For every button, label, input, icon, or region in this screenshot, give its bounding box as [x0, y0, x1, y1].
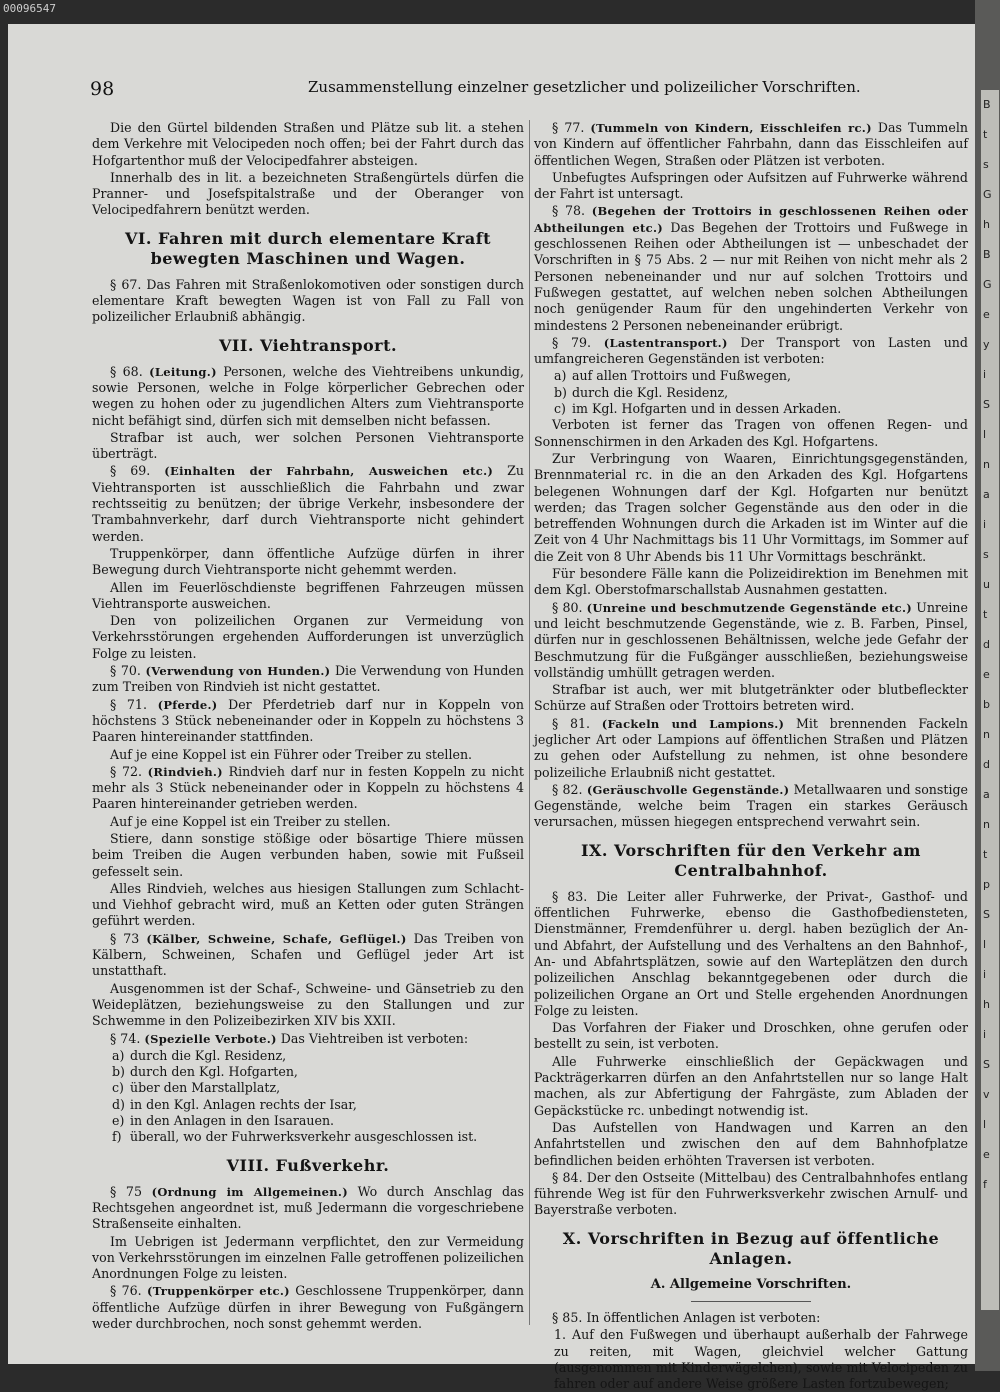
section-number: § 82.: [552, 781, 583, 797]
edge-letter: s: [983, 548, 989, 561]
section-keyword: (Rindvieh.): [147, 764, 223, 779]
paragraph-text: Der Pferdetrieb darf nur in Koppeln von höchstens 3 Stück nebeneinander oder in Koppeln zu höchstens 3 Paaren hintereinander stattfinden.: [92, 696, 524, 745]
page-number: 98: [90, 78, 115, 100]
paragraph-text: Das Viehtreiben ist verboten:: [280, 1030, 469, 1046]
edge-letter: y: [983, 338, 990, 351]
list-text: überall, wo der Fuhrwerksverkehr ausgeschlossen ist.: [130, 1129, 478, 1145]
paragraph: [534, 120, 968, 169]
section-number: § 77.: [552, 120, 585, 135]
edge-letter: h: [983, 218, 990, 231]
edge-letter: S: [983, 398, 990, 411]
list-marker: e): [112, 1113, 125, 1129]
paragraph: Das Vorfahren der Fiaker und Droschken, ohne gerufen oder bestellt zu sein, ist verboten.: [534, 1020, 968, 1052]
paragraph: Strafbar ist auch, wer mit blutgetränkter oder blutbefleckter Schürze auf Straßen oder Trottoirs betreten wird.: [534, 682, 968, 714]
edge-letter: f: [983, 1178, 987, 1191]
paragraph: [534, 716, 968, 781]
edge-letter: G: [983, 188, 992, 201]
paragraph-text: Zu Viehtransporten ist ausschließlich die Fahrbahn und zwar rechtsseitig zu benützen; der übrige Verkehr, insbesondere der Trambahnverkehr, darf durch Viehtransporte nicht gehindert werden.: [92, 463, 524, 544]
edge-letter: t: [983, 848, 988, 861]
edge-letter: t: [983, 128, 988, 141]
list-text: Auf den Fußwegen und überhaupt außerhalb der Fahrwege zu reiten, mit Wagen, gleichviel welcher Gattung (ausgenommen mit Kinderwägelchen), sowie mit Velocipeden zu fahren oder auf andere Weise größere Lasten fortzubewegen;: [554, 1327, 968, 1392]
list-marker: b): [554, 384, 567, 400]
list-item: [554, 368, 968, 384]
edge-letter: l: [983, 938, 987, 951]
paragraph: Für besondere Fälle kann die Polizeidirektion im Benehmen mit dem Kgl. Oberstofmarschallstab Ausnahmen gestatten.: [534, 566, 968, 598]
list-text: in den Anlagen in den Isarauen.: [130, 1113, 335, 1129]
facing-page-strip: [981, 90, 999, 1310]
edge-letter: a: [983, 488, 990, 501]
paragraph-text: Das Treiben von Kälbern, Schweinen, Schafen und Geflügel jeder Art ist unstatthaft.: [92, 930, 524, 979]
paragraph: [92, 463, 524, 544]
edge-letter: l: [983, 1118, 987, 1131]
edge-letter: i: [983, 368, 987, 381]
paragraph-text: Der Transport von Lasten und umfangreicheren Gegenständen ist verboten:: [534, 334, 968, 367]
edge-letter: a: [983, 788, 990, 801]
paragraph: § 67. Das Fahren mit Straßenlokomotiven oder sonstigen durch elementare Kraft bewegten Wagen ist von Fall zu Fall von polizeilicher Erlaubniß abhängig.: [92, 276, 524, 325]
paragraph-text: Metallwaaren und sonstige Gegenstände, welche beim Tragen ein starkes Geräusch verursachen, müssen hiegegen entsprechend verwahrt sein.: [534, 781, 968, 830]
column-divider: [529, 120, 530, 1325]
edge-letter: S: [983, 1058, 990, 1071]
paragraph: Alle Fuhrwerke einschließlich der Gepäckwagen und Packträgerkarren dürfen an den Anfahrtstellen nur so lange Halt machen, als zur Abfertigung der Fahrgäste, zum Abladen der Gepäckstücke rc. unbedingt notwendig ist.: [534, 1053, 968, 1118]
edge-letter: i: [983, 1028, 987, 1041]
list-item: [112, 1113, 524, 1129]
section-keyword: (Pferde.): [157, 697, 218, 712]
section-keyword: (Fackeln und Lampions.): [601, 716, 785, 731]
section-number: § 69.: [110, 463, 151, 479]
paragraph: [534, 782, 968, 831]
edge-letter: l: [983, 428, 987, 441]
paragraph-text: Mit brennenden Fackeln jeglicher Art oder Lampions auf öffentlichen Straßen und Plätzen zu gehen oder Aufstellung zu nehmen, ist ohne besondere polizeiliche Erlaubniß nicht gestattet.: [534, 715, 968, 780]
paragraph: [534, 335, 968, 368]
section-heading: VI. Fahren mit durch elementare Kraft bewegten Maschinen und Wagen.: [124, 228, 492, 268]
paragraph-text: Unreine und leicht beschmutzende Gegenstände, wie z. B. Farben, Pinsel, dürfen nur in geschlossenen Behältnissen, welche jede Gefahr der Beschmutzung für die Fußgänger ausschließen, beziehungsweise vollständig umhüllt getragen werden.: [534, 599, 968, 680]
paragraph-text: Wo durch Anschlag das Rechtsgehen angeordnet ist, muß Jedermann die vorgeschriebene Straßenseite einhalten.: [92, 1183, 524, 1232]
section-keyword: (Truppenkörper etc.): [147, 1284, 290, 1299]
list-item: [112, 1048, 524, 1064]
paragraph: Verboten ist ferner das Tragen von offenen Regen- und Sonnenschirmen in den Arkaden des Kgl. Hofgartens.: [534, 417, 968, 449]
list-text: durch die Kgl. Residenz,: [130, 1047, 287, 1063]
edge-letter: p: [983, 878, 990, 891]
list-marker: d): [112, 1096, 125, 1112]
section-keyword: (Geräuschvolle Gegenstände.): [586, 782, 790, 797]
edge-letter: h: [983, 998, 990, 1011]
paragraph: Die den Gürtel bildenden Straßen und Plätze sub lit. a stehen dem Verkehre mit Velocipeden noch offen; bei der Fahrt durch das Hofgartenthor muß der Velocipedfahrer absteigen.: [92, 120, 524, 168]
section-number: § 79.: [552, 334, 592, 350]
edge-letter: v: [983, 1088, 990, 1101]
list-text: durch die Kgl. Residenz,: [572, 384, 729, 400]
section-number: § 70.: [110, 663, 141, 679]
list-item: [554, 385, 968, 401]
paragraph: Das Aufstellen von Handwagen und Karren an den Anfahrtstellen und zwischen den auf dem Bahnhofplatze befindlichen beiden erhöhten Traversen ist verboten.: [534, 1119, 968, 1168]
section-number: § 78.: [552, 203, 586, 219]
paragraph: § 85. In öffentlichen Anlagen ist verboten:: [552, 1310, 821, 1325]
edge-letter: s: [983, 158, 989, 171]
list-marker: a): [112, 1047, 125, 1063]
section-keyword: (Lastentransport.): [603, 335, 728, 350]
subsection-heading: A. Allgemeine Vorschriften.: [650, 1276, 852, 1292]
paragraph: Unbefugtes Aufspringen oder Aufsitzen auf Fuhrwerke während der Fahrt ist untersagt.: [534, 169, 968, 202]
section-keyword: (Einhalten der Fahrbahn, Ausweichen etc.): [164, 464, 494, 479]
paragraph: Alles Rindvieh, welches aus hiesigen Stallungen zum Schlacht- und Viehhof gebracht wird, muß an Ketten oder guten Strängen geführt werden.: [92, 880, 524, 929]
list-marker: 1.: [554, 1327, 567, 1343]
edge-letter: e: [983, 1148, 990, 1161]
paragraph-text: Geschlossene Truppenkörper, dann öffentliche Aufzüge dürfen in ihrer Bewegung von Fußgängern weder durchbrochen, noch sonst gehemmt werden.: [92, 1283, 524, 1331]
running-head: Zusammenstellung einzelner gesetzlicher und polizeilicher Vorschriften.: [308, 78, 861, 96]
paragraph: Auf je eine Koppel ist ein Führer oder Treiber zu stellen.: [110, 746, 473, 762]
book-page: [8, 24, 975, 1392]
paragraph-text: Das Begehen der Trottoirs und Fußwege in geschlossenen Reihen oder Abtheilungen ist — unbeschadet der Vorschriften in § 75 Abs. 2 — nur mit Reihen von nicht mehr als 2 Personen nebeneinander und nur auf solchen Trottoirs und Fußwegen gestattet, auf welchen neben solchen Abtheilungen noch genügender Raum für den ungehinderten Verkehr von mindestens 2 Personen nebeneinander erübrigt.: [534, 219, 968, 333]
paragraph: Truppenkörper, dann öffentliche Aufzüge dürfen in ihrer Bewegung durch Viehtransporte nicht gehemmt werden.: [92, 545, 524, 578]
edge-letter: u: [983, 578, 990, 591]
edge-letter: B: [983, 248, 991, 261]
edge-letter: i: [983, 518, 987, 531]
edge-letter: n: [983, 818, 990, 831]
paragraph: Im Uebrigen ist Jedermann verpflichtet, den zur Vermeidung von Verkehrsstörungen im einzelnen Falle getroffenen polizeilichen Anordnungen Folge zu leisten.: [92, 1233, 524, 1282]
edge-letter: n: [983, 728, 990, 741]
paragraph-text: Die Verwendung von Hunden zum Treiben von Rindvieh ist nicht gestattet.: [92, 663, 524, 695]
list-item: [112, 1064, 524, 1080]
section-keyword: (Tummeln von Kindern, Eisschleifen rc.): [590, 121, 872, 135]
list-text: über den Marstallplatz,: [130, 1080, 281, 1096]
section-keyword: (Verwendung von Hunden.): [145, 664, 331, 679]
section-heading: VII. Viehtransport.: [218, 335, 398, 355]
section-number: § 80.: [552, 599, 583, 615]
scan-id: 00096547: [0, 0, 59, 17]
edge-letter: n: [983, 458, 990, 471]
paragraph: [92, 1184, 524, 1233]
section-heading: VIII. Fußverkehr.: [226, 1155, 390, 1175]
paragraph: Zur Verbringung von Waaren, Einrichtungsgegenständen, Brennmaterial rc. in die an den Arkaden des Kgl. Hofgartens belegenen Wohnungen darf der Kgl. Hofgarten nur benützt werden; das Tragen solcher Gegenstände aus den oder in die betreffenden Wohnungen durch die Arkaden ist im Winter auf die Zeit von 4 Uhr Nachmittags bis 11 Uhr Vormittags, im Sommer auf die Zeit von 8 Uhr Abends bis 11 Uhr Vormittags beschränkt.: [534, 450, 968, 564]
section-number: § 74.: [110, 1030, 141, 1046]
list-marker: c): [554, 401, 566, 417]
paragraph: [534, 600, 968, 681]
paragraph: § 84. Der den Ostseite (Mittelbau) des Centralbahnhofes entlang führende Weg ist für den Fuhrwerksverkehr zwischen Arnulf- und Bayerstraße verboten.: [534, 1169, 968, 1218]
list-item: [112, 1129, 524, 1145]
edge-letter: d: [983, 638, 990, 651]
section-number: § 68.: [110, 363, 143, 379]
paragraph: [534, 203, 968, 333]
section-keyword: (Unreine und beschmutzende Gegenstände etc.): [586, 600, 913, 615]
section-keyword: (Ordnung im Allgemeinen.): [151, 1184, 348, 1199]
paragraph: Innerhalb des in lit. a bezeichneten Straßengürtels dürfen die Pranner- und Josefspitalstraße und der Oberanger von Velocipedfahrern benützt werden.: [92, 169, 524, 218]
section-keyword: (Spezielle Verbote.): [144, 1031, 277, 1046]
prohibition-list: [534, 368, 968, 417]
section-number: § 73: [110, 930, 140, 946]
list-marker: f): [112, 1129, 122, 1145]
list-text: in den Kgl. Anlagen rechts der Isar,: [130, 1096, 357, 1112]
paragraph: Ausgenommen ist der Schaf-, Schweine- und Gänsetrieb zu den Weideplätzen, beziehungsweise zu den Stallungen und zur Schwemme in den Polizeibezirken XIV bis XXII.: [92, 980, 524, 1029]
prohibition-list: [92, 1048, 524, 1146]
paragraph: [92, 697, 524, 746]
paragraph: [92, 663, 524, 696]
paragraph: Allen im Feuerlöschdienste begriffenen Fahrzeugen müssen Viehtransporte ausweichen.: [92, 579, 524, 611]
section-number: § 72.: [110, 763, 142, 779]
section-number: § 76.: [110, 1283, 142, 1299]
paragraph: Strafbar ist auch, wer solchen Personen Viehtransporte überträgt.: [92, 429, 524, 462]
list-item: [112, 1080, 524, 1096]
list-text: auf allen Trottoirs und Fußwegen,: [572, 368, 792, 384]
paragraph: [92, 931, 524, 980]
list-item: [554, 1327, 968, 1392]
paragraph: [92, 364, 524, 429]
paragraph: Den von polizeilichen Organen zur Vermeidung von Verkehrsstörungen ergehenden Aufforderungen ist unverzüglich Folge zu leisten.: [92, 613, 524, 661]
paragraph: [92, 1031, 524, 1047]
list-text: durch den Kgl. Hofgarten,: [130, 1064, 298, 1080]
edge-letter: t: [983, 608, 988, 621]
edge-letter: S: [983, 908, 990, 921]
paragraph: Stiere, dann sonstige stößige oder bösartige Thiere müssen beim Treiben die Augen verbunden haben, sowie mit Fußseil gefesselt sein.: [92, 830, 524, 879]
section-number: § 81.: [552, 715, 591, 731]
paragraph-text: Personen, welche des Viehtreibens unkundig, sowie Personen, welche in Folge körperlicher Gebrechen oder wegen zu hohen oder zu jugendlichen Alters zum Viehtransporte nicht befähigt sind, dürfen sich mit demselben nicht befassen.: [92, 363, 524, 428]
edge-letter: d: [983, 758, 990, 771]
edge-letter: e: [983, 308, 990, 321]
right-column: [534, 120, 968, 1392]
paragraph: Auf je eine Koppel ist ein Treiber zu stellen.: [110, 813, 391, 829]
section-keyword: (Kälber, Schweine, Schafe, Geflügel.): [146, 931, 407, 946]
list-item: [112, 1097, 524, 1113]
paragraph: [92, 1283, 524, 1332]
list-marker: b): [112, 1064, 125, 1080]
section-keyword: (Leitung.): [149, 364, 217, 379]
edge-letter: B: [983, 98, 991, 111]
list-marker: c): [112, 1080, 124, 1096]
section-number: § 75: [110, 1183, 142, 1199]
edge-letter: b: [983, 698, 990, 711]
edge-letter: G: [983, 278, 992, 291]
list-text: im Kgl. Hofgarten und in dessen Arkaden.: [572, 401, 842, 417]
paragraph: § 83. Die Leiter aller Fuhrwerke, der Privat-, Gasthof- und öffentlichen Fuhrwerke, ebenso die Gasthofbediensteten, Dienstmänner, Fremdenführer u. dergl. haben bezüglich der An- und Abfahrt, der Aufstellung und des Verhaltens an den Bahnhof-, An- und Abfahrtsplätzen, sowie auf den Warteplätzen den durch polizeilichen Anschlag bekanntgegebenen oder durch die polizeilichen Organe an Ort und Stelle ergehenden Anordnungen Folge zu leisten.: [534, 888, 968, 1018]
edge-letter: i: [983, 968, 987, 981]
list-item: [554, 401, 968, 417]
prohibition-list: [534, 1327, 968, 1392]
list-marker: a): [554, 368, 567, 384]
heading-rule: [691, 1301, 811, 1302]
section-keyword: (Begehen der Trottoirs in geschlossenen Reihen oder Abtheilungen etc.): [534, 204, 968, 235]
section-heading: X. Vorschriften in Bezug auf öffentliche Anlagen.: [562, 1228, 940, 1268]
paragraph: [92, 764, 524, 813]
paragraph-text: Rindvieh darf nur in festen Koppeln zu nicht mehr als 3 Stück nebeneinander oder in Koppeln zu höchstens 4 Paaren hintereinander getrieben werden.: [92, 763, 524, 812]
edge-letter: e: [983, 668, 990, 681]
paragraph-text: Das Tummeln von Kindern auf öffentlicher Fahrbahn, dann das Eisschleifen auf öffentlichen Wegen, Straßen oder Plätzen ist verboten.: [534, 120, 968, 168]
facing-page-edge: [975, 0, 1000, 1371]
section-number: § 71.: [110, 696, 147, 712]
section-heading: IX. Vorschriften für den Verkehr am Centralbahnhof.: [581, 840, 921, 880]
left-column: [92, 120, 524, 1333]
